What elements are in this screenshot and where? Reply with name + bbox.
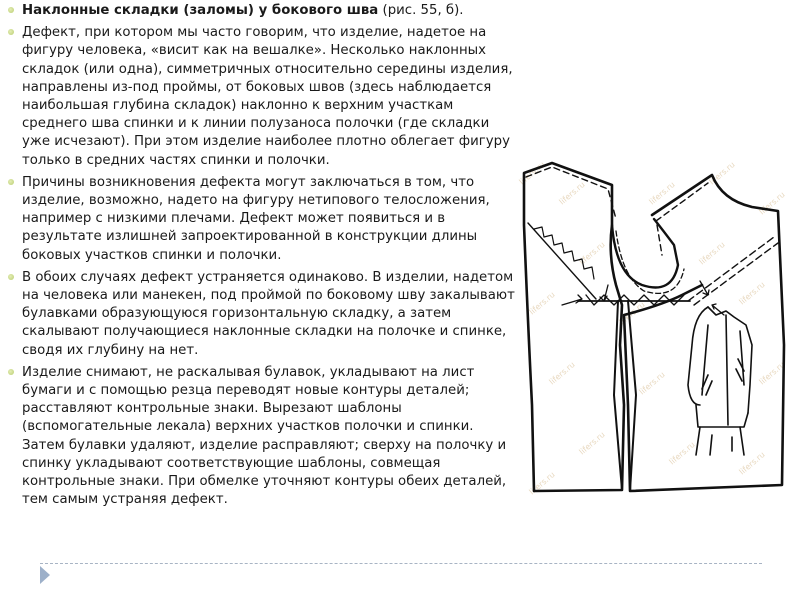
bullet-fix <box>8 269 520 360</box>
svg-text:lifers.ru: lifers.ru <box>757 190 787 217</box>
heading-bold: Наклонные складки (заломы) у бокового шва <box>22 3 379 18</box>
bullet-dot-icon <box>8 29 14 35</box>
svg-text:lifers.ru: lifers.ru <box>737 280 767 307</box>
bullet-causes <box>8 174 520 265</box>
bullet-dot-icon <box>8 7 14 13</box>
heading-ref: (рис. 55, б). <box>378 3 464 18</box>
svg-text:lifers.ru: lifers.ru <box>557 180 587 207</box>
paragraph-text: Дефект, при котором мы часто говорим, что изделие, надетое на фигуру человека, «висит как на вешалке». Несколько наклонных складок (или одна), симметричных относительно середины изделия, направлены из-под проймы, от боковых швов (здесь наблюдается наибольшая глубина складок) наклонно к верхним участкам среднего шва спинки и к линии полузаноса полочки (где складки уже исчезают). При этом изделие наиболее плотно облегает фигуру только в средних частях спинки и полочки. <box>22 25 513 168</box>
paragraph-text: Причины возникновения дефекта могут заключаться в том, что изделие, возможно, надето на фигуру нетипового телосложения, например с низкими плечами. Дефект может появиться и в результате излишней запроектированной в конструкции длины боковых участков спинки и полочки. <box>22 174 490 263</box>
svg-text:lifers.ru: lifers.ru <box>617 300 647 327</box>
svg-text:lifers.ru: lifers.ru <box>647 180 677 207</box>
svg-text:lifers.ru: lifers.ru <box>527 290 557 317</box>
slide-text <box>8 2 520 513</box>
paragraph-text: Изделие снимают, не раскалывая булавок, укладывают на лист бумаги и с помощью резца переводят новые контуры деталей; расставляют контрольные знаки. Вырезают шаблоны (вспомогательные лекала) верхних участков полочки и спинки. Затем булавки удаляют, изделие расправляют; сверху на полочку и спинку укладывают соответствующие шаблоны, совмещая контрольные знаки. При обмелке уточняют контуры обеих деталей, тем самым устраняя дефект. <box>22 364 507 508</box>
bullet-dot-icon <box>8 274 14 280</box>
svg-text:lifers.ru: lifers.ru <box>577 430 607 457</box>
footer-divider <box>40 563 762 564</box>
svg-text:lifers.ru: lifers.ru <box>697 240 727 267</box>
svg-text:lifers.ru: lifers.ru <box>757 360 787 387</box>
bullet-description <box>8 24 520 170</box>
bullet-dot-icon <box>8 179 14 185</box>
bullet-heading <box>8 2 520 20</box>
triangle-right-icon <box>40 566 50 584</box>
svg-text:lifers.ru: lifers.ru <box>707 160 737 187</box>
bullet-dot-icon <box>8 369 14 375</box>
svg-text:lifers.ru: lifers.ru <box>527 470 557 497</box>
svg-text:lifers.ru: lifers.ru <box>517 160 547 187</box>
paragraph-text: В обоих случаях дефект устраняется одинаково. В изделии, надетом на человека или манекен, под проймой по боковому шву закалывают булавками образующуюся горизонтальную складку, а затем скалывают получающиеся наклонные складки на полочке и спинке, сводя их глубину на нет. <box>22 269 515 358</box>
svg-text:lifers.ru: lifers.ru <box>577 240 607 267</box>
svg-text:lifers.ru: lifers.ru <box>547 360 577 387</box>
svg-text:lifers.ru: lifers.ru <box>637 370 667 397</box>
svg-text:lifers.ru: lifers.ru <box>737 450 767 477</box>
bullet-procedure <box>8 364 520 510</box>
pattern-figure <box>512 145 800 525</box>
svg-text:lifers.ru: lifers.ru <box>667 440 697 467</box>
